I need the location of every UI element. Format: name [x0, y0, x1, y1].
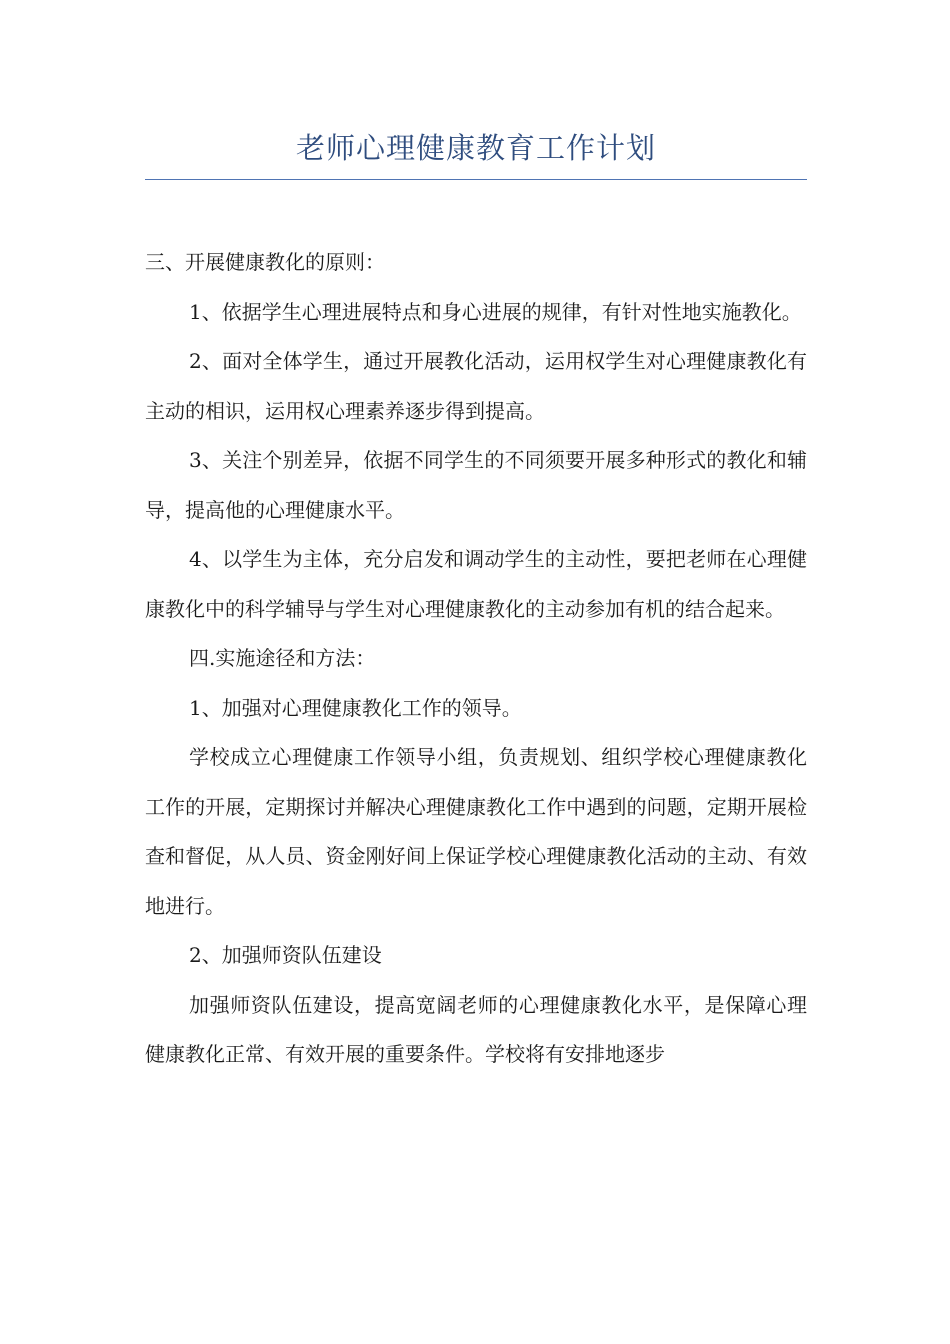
- section-heading-methods: 四.实施途径和方法：: [189, 646, 376, 670]
- paragraph: 学校成立心理健康工作领导小组，负责规划、组织学校心理健康教化工作的开展，定期探讨并解决心理健康教化工作中遇到的问题，定期开展检查和督促，从人员、资金刚好间上保证学校心理健康教化活动的主动、有效地进行。: [145, 745, 807, 918]
- title-underline: [145, 179, 807, 180]
- paragraph: 4、以学生为主体，充分启发和调动学生的主动性，要把老师在心理健康教化中的科学辅导与学生对心理健康教化的主动参加有机的结合起来。: [145, 547, 807, 621]
- paragraph: 2、面对全体学生，通过开展教化活动，运用权学生对心理健康教化有主动的相识，运用权心理素养逐步得到提高。: [145, 349, 807, 423]
- section-heading-principles: 三、开展健康教化的原则：: [145, 250, 385, 274]
- subheading: 1、加强对心理健康教化工作的领导。: [189, 695, 522, 720]
- paragraph: 加强师资队伍建设，提高宽阔老师的心理健康教化水平，是保障心理健康教化正常、有效开展的重要条件。学校将有安排地逐步: [145, 992, 807, 1066]
- document-body: [145, 238, 807, 1080]
- subheading: 2、加强师资队伍建设: [189, 943, 382, 967]
- paragraph: 3、关注个别差异，依据不同学生的不同须要开展多种形式的教化和辅导，提高他的心理健康水平。: [145, 448, 807, 522]
- paragraph: 1、依据学生心理进展特点和身心进展的规律，有针对性地实施教化。: [189, 299, 802, 324]
- document-title: 老师心理健康教育工作计划: [295, 131, 656, 165]
